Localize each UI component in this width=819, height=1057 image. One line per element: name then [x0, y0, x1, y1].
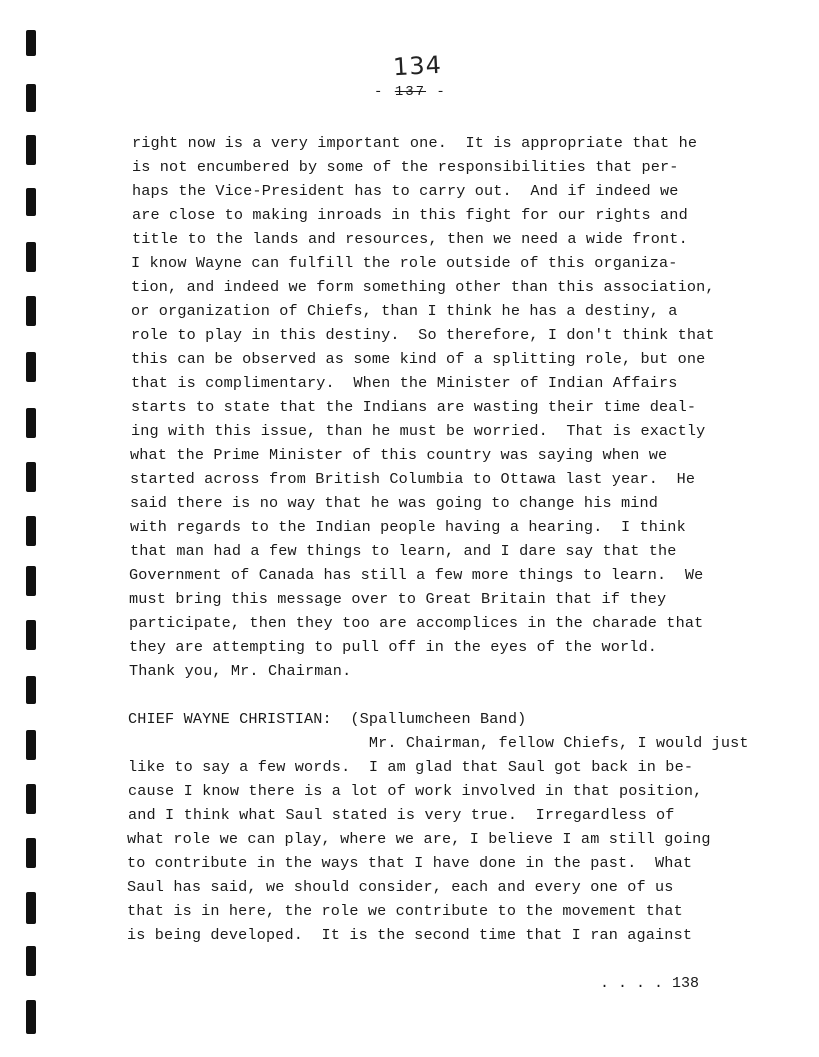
binding-hole — [26, 1000, 36, 1034]
text-line: starts to state that the Indians are wasting their time deal- — [131, 398, 697, 416]
binding-hole — [26, 730, 36, 760]
text-line: cause I know there is a lot of work involved in that position, — [128, 782, 703, 800]
typed-page-number — [374, 84, 447, 100]
binding-hole — [26, 135, 36, 165]
text-line: ing with this issue, than he must be worried. That is exactly — [131, 422, 706, 440]
text-line: right now is a very important one. It is appropriate that he — [132, 134, 698, 152]
continuation-page-marker: . . . . 138 — [600, 975, 700, 992]
text-line: that is in here, the role we contribute to the movement that — [127, 902, 683, 920]
binding-hole — [26, 838, 36, 868]
speaker-heading: CHIEF WAYNE CHRISTIAN: (Spallumcheen Band) — [128, 710, 527, 728]
text-line: to contribute in the ways that I have done in the past. What — [127, 854, 693, 872]
struck-page-number: 137 — [394, 84, 427, 100]
text-line: said there is no way that he was going to change his mind — [130, 494, 659, 512]
binding-hole — [26, 296, 36, 326]
text-line: that is complimentary. When the Minister of Indian Affairs — [131, 374, 678, 392]
text-line: tion, and indeed we form something other than this association, — [131, 278, 715, 296]
binding-hole — [26, 784, 36, 814]
text-line: are close to making inroads in this fight for our rights and — [132, 206, 688, 224]
binding-hole — [26, 30, 36, 56]
text-line: or organization of Chiefs, than I think he has a destiny, a — [131, 302, 678, 320]
text-line: Saul has said, we should consider, each and every one of us — [127, 878, 674, 896]
text-line: must bring this message over to Great Britain that if they — [129, 590, 667, 608]
binding-hole — [26, 352, 36, 382]
binding-hole — [26, 892, 36, 924]
text-line: what role we can play, where we are, I believe I am still going — [127, 830, 711, 848]
binding-hole — [26, 242, 36, 272]
text-line: title to the lands and resources, then we need a wide front. — [132, 230, 688, 248]
binding-hole — [26, 946, 36, 976]
text-line: like to say a few words. I am glad that Saul got back in be- — [128, 758, 694, 776]
binding-hole — [26, 188, 36, 216]
text-line: they are attempting to pull off in the eyes of the world. — [129, 638, 658, 656]
text-line: what the Prime Minister of this country was saying when we — [130, 446, 668, 464]
text-line: haps the Vice-President has to carry out. And if indeed we — [132, 182, 679, 200]
typed-page-suffix: - — [426, 84, 447, 100]
text-line: this can be observed as some kind of a splitting role, but one — [131, 350, 706, 368]
text-line: is not encumbered by some of the responsibilities that per- — [132, 158, 679, 176]
binding-hole — [26, 408, 36, 438]
binding-hole — [26, 566, 36, 596]
text-line: Mr. Chairman, fellow Chiefs, I would just — [128, 734, 749, 752]
binding-holes — [0, 0, 50, 1057]
text-line: with regards to the Indian people having a hearing. I think — [130, 518, 686, 536]
text-line: Government of Canada has still a few more things to learn. We — [129, 566, 704, 584]
handwritten-page-number: 134 — [392, 50, 443, 82]
typed-page-prefix: - — [374, 84, 395, 100]
binding-hole — [26, 516, 36, 546]
text-line: participate, then they too are accomplices in the charade that — [129, 614, 704, 632]
text-line: started across from British Columbia to Ottawa last year. He — [130, 470, 696, 488]
binding-hole — [26, 676, 36, 704]
text-line: Thank you, Mr. Chairman. — [129, 662, 352, 680]
text-line: that man had a few things to learn, and I dare say that the — [130, 542, 677, 560]
text-line: I know Wayne can fulfill the role outside of this organiza- — [131, 254, 678, 272]
binding-hole — [26, 462, 36, 492]
text-line: and I think what Saul stated is very true. Irregardless of — [128, 806, 675, 824]
binding-hole — [26, 84, 36, 112]
text-line: is being developed. It is the second time that I ran against — [127, 926, 693, 944]
text-line: role to play in this destiny. So therefore, I don't think that — [131, 326, 715, 344]
binding-hole — [26, 620, 36, 650]
